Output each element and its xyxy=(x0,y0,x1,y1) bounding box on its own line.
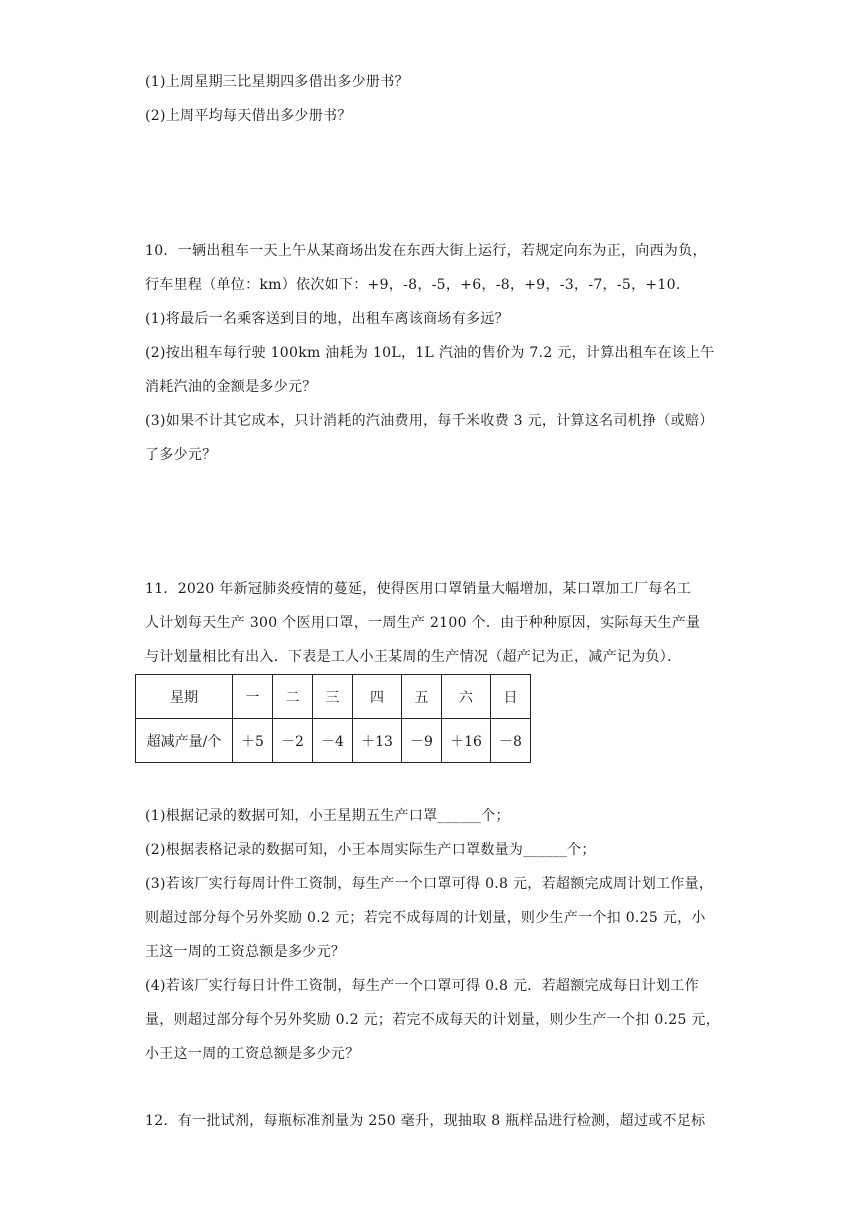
q11-part3-line2: 则超过部分每个另外奖励 0.2 元；若完不成每周的计划量，则少生产一个扣 0.25 元，小 xyxy=(145,910,706,926)
q11-part1: (1)根据记录的数据可知，小王星期五生产口罩______个； xyxy=(145,808,510,824)
table-value-cell: ＋13 xyxy=(353,719,402,763)
table-value-cell: －2 xyxy=(273,719,313,763)
q11-part4-line2: 量，则超过部分每个另外奖励 0.2 元；若完不成每天的计划量，则少生产一个扣 0.25 元， xyxy=(145,1012,721,1028)
q10-part3-line1: (3)如果不计其它成本，只计消耗的汽油费用，每千米收费 3 元，计算这名司机挣（或赔） xyxy=(145,413,714,429)
q11-part3-line1: (3)若该厂实行每周计件工资制，每生产一个口罩可得 0.8 元，若超额完成周计划工作量， xyxy=(145,876,714,892)
table-value-cell: ＋16 xyxy=(442,719,491,763)
table-row-label: 超减产量/个 xyxy=(136,719,233,763)
q11-stem-line2: 人计划每天生产 300 个医用口罩，一周生产 2100 个．由于种种原因，实际每天生产量 xyxy=(145,615,701,631)
q11-part2: (2)根据表格记录的数据可知，小王本周实际生产口罩数量为______个； xyxy=(145,842,596,858)
table-day-cell: 六 xyxy=(442,675,491,719)
table-value-row xyxy=(136,719,531,763)
table-day-cell: 三 xyxy=(313,675,353,719)
table-day-cell: 日 xyxy=(491,675,531,719)
table-value-cell: －8 xyxy=(491,719,531,763)
table-day-cell: 四 xyxy=(353,675,402,719)
table-day-cell: 二 xyxy=(273,675,313,719)
q11-stem-line1: 11．2020 年新冠肺炎疫情的蔓延，使得医用口罩销量大幅增加，某口罩加工厂每名工 xyxy=(145,581,692,597)
q10-stem-line2: 行车里程（单位：km）依次如下：+9，-8，-5，+6，-8，+9，-3，-7，-5，+10． xyxy=(145,277,691,293)
q10-part3-line2: 了多少元？ xyxy=(145,447,217,463)
q12-stem-line1: 12．有一批试剂，每瓶标准剂量为 250 毫升，现抽取 8 瓶样品进行检测，超过或不足标 xyxy=(145,1113,706,1129)
q11-stem-line3: 与计划量相比有出入．下表是工人小王某周的生产情况（超产记为正，减产记为负）． xyxy=(145,649,682,665)
q9-part1: (1)上周星期三比星期四多借出多少册书？ xyxy=(145,74,409,90)
q10-part2-line2: 消耗汽油的金额是多少元？ xyxy=(145,379,317,395)
q11-part4-line3: 小王这一周的工资总额是多少元？ xyxy=(145,1046,360,1062)
q10-part1: (1)将最后一名乘客送到目的地，出租车离该商场有多远？ xyxy=(145,311,509,327)
table-value-cell: －9 xyxy=(402,719,442,763)
table-header-row xyxy=(136,675,531,719)
production-table xyxy=(135,674,531,763)
q10-stem-line1: 10．一辆出租车一天上午从某商场出发在东西大街上运行，若规定向东为正，向西为负， xyxy=(145,243,707,259)
q11-part3-line3: 王这一周的工资总额是多少元？ xyxy=(145,944,346,960)
table-day-cell: 五 xyxy=(402,675,442,719)
table-day-cell: 一 xyxy=(233,675,273,719)
q9-part2: (2)上周平均每天借出多少册书？ xyxy=(145,108,352,124)
table-header-label: 星期 xyxy=(136,675,233,719)
table-value-cell: －4 xyxy=(313,719,353,763)
q10-part2-line1: (2)按出租车每行驶 100km 油耗为 10L，1L 汽油的售价为 7.2 元，计算出租车在该上午 xyxy=(145,345,715,361)
q11-part4-line1: (4)若该厂实行每日计件工资制，每生产一个口罩可得 0.8 元．若超额完成每日计划工作 xyxy=(145,978,699,994)
table-value-cell: ＋5 xyxy=(233,719,273,763)
